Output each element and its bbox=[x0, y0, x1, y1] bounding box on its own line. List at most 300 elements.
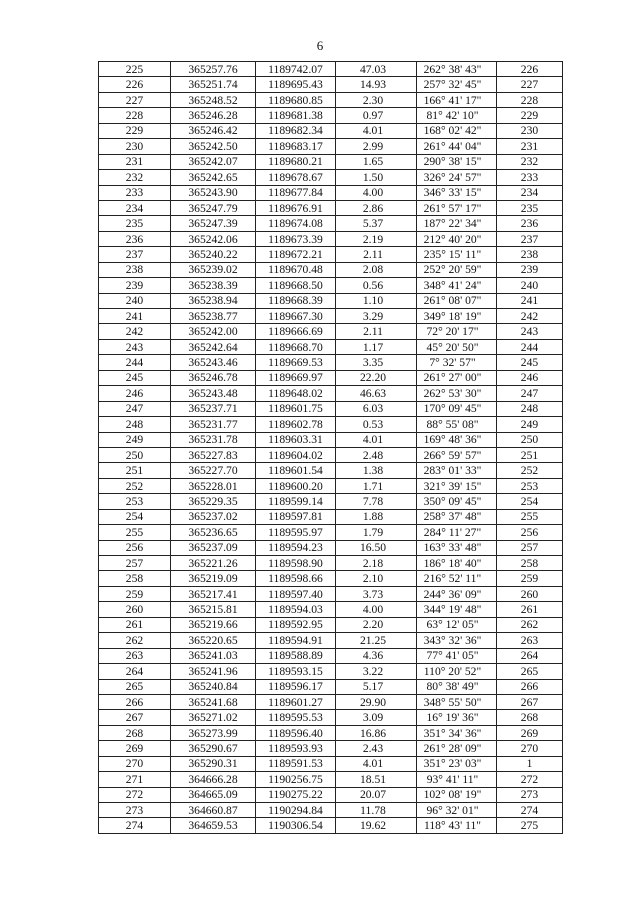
x-coordinate-cell: 365241.03 bbox=[171, 648, 256, 663]
point-number-cell: 241 bbox=[99, 309, 171, 324]
table-row bbox=[99, 509, 563, 524]
next-point-cell: 257 bbox=[497, 540, 563, 555]
x-coordinate-cell: 365243.46 bbox=[171, 355, 256, 370]
y-coordinate-cell: 1189604.02 bbox=[256, 447, 336, 462]
table-row bbox=[99, 525, 563, 540]
y-coordinate-cell: 1189596.40 bbox=[256, 725, 336, 740]
distance-cell: 0.53 bbox=[336, 417, 417, 432]
table-row bbox=[99, 123, 563, 138]
distance-cell: 3.73 bbox=[336, 586, 417, 601]
coordinates-table bbox=[98, 61, 563, 834]
bearing-cell: 351° 34' 36" bbox=[417, 725, 497, 740]
x-coordinate-cell: 365248.52 bbox=[171, 92, 256, 107]
table-row bbox=[99, 725, 563, 740]
point-number-cell: 234 bbox=[99, 200, 171, 215]
point-number-cell: 264 bbox=[99, 664, 171, 679]
x-coordinate-cell: 365217.41 bbox=[171, 586, 256, 601]
point-number-cell: 247 bbox=[99, 401, 171, 416]
x-coordinate-cell: 365237.09 bbox=[171, 540, 256, 555]
table-row bbox=[99, 139, 563, 154]
bearing-cell: 166° 41' 17" bbox=[417, 92, 497, 107]
table-row bbox=[99, 200, 563, 215]
point-number-cell: 272 bbox=[99, 787, 171, 802]
y-coordinate-cell: 1190256.75 bbox=[256, 772, 336, 787]
next-point-cell: 248 bbox=[497, 401, 563, 416]
bearing-cell: 261° 57' 17" bbox=[417, 200, 497, 215]
x-coordinate-cell: 365237.71 bbox=[171, 401, 256, 416]
next-point-cell: 236 bbox=[497, 216, 563, 231]
point-number-cell: 230 bbox=[99, 139, 171, 154]
table-row bbox=[99, 633, 563, 648]
distance-cell: 6.03 bbox=[336, 401, 417, 416]
next-point-cell: 234 bbox=[497, 185, 563, 200]
point-number-cell: 246 bbox=[99, 386, 171, 401]
point-number-cell: 252 bbox=[99, 478, 171, 493]
x-coordinate-cell: 365239.02 bbox=[171, 262, 256, 277]
table-row bbox=[99, 803, 563, 818]
bearing-cell: 80° 38' 49" bbox=[417, 679, 497, 694]
y-coordinate-cell: 1189682.34 bbox=[256, 123, 336, 138]
next-point-cell: 272 bbox=[497, 772, 563, 787]
y-coordinate-cell: 1189595.53 bbox=[256, 710, 336, 725]
page-number: 6 bbox=[316, 38, 324, 53]
y-coordinate-cell: 1189595.97 bbox=[256, 525, 336, 540]
distance-cell: 1.65 bbox=[336, 154, 417, 169]
y-coordinate-cell: 1189674.08 bbox=[256, 216, 336, 231]
distance-cell: 18.51 bbox=[336, 772, 417, 787]
x-coordinate-cell: 365247.79 bbox=[171, 200, 256, 215]
x-coordinate-cell: 365246.42 bbox=[171, 123, 256, 138]
table-row bbox=[99, 185, 563, 200]
y-coordinate-cell: 1189676.91 bbox=[256, 200, 336, 215]
table-row bbox=[99, 108, 563, 123]
bearing-cell: 348° 55' 50" bbox=[417, 694, 497, 709]
y-coordinate-cell: 1189598.66 bbox=[256, 571, 336, 586]
point-number-cell: 267 bbox=[99, 710, 171, 725]
bearing-cell: 88° 55' 08" bbox=[417, 417, 497, 432]
distance-cell: 20.07 bbox=[336, 787, 417, 802]
next-point-cell: 251 bbox=[497, 447, 563, 462]
point-number-cell: 235 bbox=[99, 216, 171, 231]
x-coordinate-cell: 365215.81 bbox=[171, 602, 256, 617]
table-row bbox=[99, 309, 563, 324]
y-coordinate-cell: 1189672.21 bbox=[256, 247, 336, 262]
y-coordinate-cell: 1189596.17 bbox=[256, 679, 336, 694]
y-coordinate-cell: 1189603.31 bbox=[256, 432, 336, 447]
x-coordinate-cell: 364666.28 bbox=[171, 772, 256, 787]
y-coordinate-cell: 1189591.53 bbox=[256, 756, 336, 771]
distance-cell: 16.50 bbox=[336, 540, 417, 555]
bearing-cell: 93° 41' 11" bbox=[417, 772, 497, 787]
point-number-cell: 245 bbox=[99, 370, 171, 385]
point-number-cell: 226 bbox=[99, 77, 171, 92]
y-coordinate-cell: 1189602.78 bbox=[256, 417, 336, 432]
y-coordinate-cell: 1189668.50 bbox=[256, 278, 336, 293]
point-number-cell: 229 bbox=[99, 123, 171, 138]
distance-cell: 1.50 bbox=[336, 170, 417, 185]
y-coordinate-cell: 1189667.30 bbox=[256, 309, 336, 324]
distance-cell: 22.20 bbox=[336, 370, 417, 385]
x-coordinate-cell: 365227.83 bbox=[171, 447, 256, 462]
point-number-cell: 255 bbox=[99, 525, 171, 540]
table-row bbox=[99, 262, 563, 277]
point-number-cell: 256 bbox=[99, 540, 171, 555]
bearing-cell: 212° 40' 20" bbox=[417, 231, 497, 246]
next-point-cell: 237 bbox=[497, 231, 563, 246]
next-point-cell: 247 bbox=[497, 386, 563, 401]
distance-cell: 2.11 bbox=[336, 324, 417, 339]
point-number-cell: 273 bbox=[99, 803, 171, 818]
point-number-cell: 250 bbox=[99, 447, 171, 462]
bearing-cell: 351° 23' 03" bbox=[417, 756, 497, 771]
point-number-cell: 228 bbox=[99, 108, 171, 123]
next-point-cell: 230 bbox=[497, 123, 563, 138]
point-number-cell: 253 bbox=[99, 494, 171, 509]
table-row bbox=[99, 216, 563, 231]
next-point-cell: 252 bbox=[497, 463, 563, 478]
distance-cell: 2.18 bbox=[336, 556, 417, 571]
point-number-cell: 239 bbox=[99, 278, 171, 293]
distance-cell: 4.00 bbox=[336, 602, 417, 617]
distance-cell: 16.86 bbox=[336, 725, 417, 740]
bearing-cell: 262° 53' 30" bbox=[417, 386, 497, 401]
x-coordinate-cell: 365237.02 bbox=[171, 509, 256, 524]
next-point-cell: 270 bbox=[497, 741, 563, 756]
next-point-cell: 273 bbox=[497, 787, 563, 802]
table-row bbox=[99, 278, 563, 293]
point-number-cell: 236 bbox=[99, 231, 171, 246]
next-point-cell: 259 bbox=[497, 571, 563, 586]
table-row bbox=[99, 231, 563, 246]
distance-cell: 21.25 bbox=[336, 633, 417, 648]
distance-cell: 1.79 bbox=[336, 525, 417, 540]
point-number-cell: 259 bbox=[99, 586, 171, 601]
bearing-cell: 344° 19' 48" bbox=[417, 602, 497, 617]
table-row bbox=[99, 787, 563, 802]
distance-cell: 1.88 bbox=[336, 509, 417, 524]
x-coordinate-cell: 365271.02 bbox=[171, 710, 256, 725]
x-coordinate-cell: 364660.87 bbox=[171, 803, 256, 818]
bearing-cell: 350° 09' 45" bbox=[417, 494, 497, 509]
table-row bbox=[99, 92, 563, 107]
bearing-cell: 102° 08' 19" bbox=[417, 787, 497, 802]
point-number-cell: 254 bbox=[99, 509, 171, 524]
point-number-cell: 232 bbox=[99, 170, 171, 185]
x-coordinate-cell: 365257.76 bbox=[171, 62, 256, 77]
bearing-cell: 343° 32' 36" bbox=[417, 633, 497, 648]
bearing-cell: 77° 41' 05" bbox=[417, 648, 497, 663]
point-number-cell: 274 bbox=[99, 818, 171, 833]
y-coordinate-cell: 1189601.54 bbox=[256, 463, 336, 478]
distance-cell: 2.19 bbox=[336, 231, 417, 246]
next-point-cell: 255 bbox=[497, 509, 563, 524]
x-coordinate-cell: 365238.77 bbox=[171, 309, 256, 324]
y-coordinate-cell: 1189669.53 bbox=[256, 355, 336, 370]
next-point-cell: 263 bbox=[497, 633, 563, 648]
bearing-cell: 348° 41' 24" bbox=[417, 278, 497, 293]
table-row bbox=[99, 664, 563, 679]
x-coordinate-cell: 365290.31 bbox=[171, 756, 256, 771]
next-point-cell: 254 bbox=[497, 494, 563, 509]
x-coordinate-cell: 365273.99 bbox=[171, 725, 256, 740]
x-coordinate-cell: 365241.68 bbox=[171, 694, 256, 709]
bearing-cell: 262° 38' 43" bbox=[417, 62, 497, 77]
next-point-cell: 231 bbox=[497, 139, 563, 154]
next-point-cell: 269 bbox=[497, 725, 563, 740]
next-point-cell: 258 bbox=[497, 556, 563, 571]
distance-cell: 11.78 bbox=[336, 803, 417, 818]
point-number-cell: 271 bbox=[99, 772, 171, 787]
distance-cell: 46.63 bbox=[336, 386, 417, 401]
next-point-cell: 275 bbox=[497, 818, 563, 833]
table-row bbox=[99, 401, 563, 416]
table-row bbox=[99, 586, 563, 601]
x-coordinate-cell: 365240.22 bbox=[171, 247, 256, 262]
next-point-cell: 267 bbox=[497, 694, 563, 709]
bearing-cell: 170° 09' 45" bbox=[417, 401, 497, 416]
y-coordinate-cell: 1189593.93 bbox=[256, 741, 336, 756]
table-row bbox=[99, 556, 563, 571]
bearing-cell: 326° 24' 57" bbox=[417, 170, 497, 185]
next-point-cell: 266 bbox=[497, 679, 563, 694]
bearing-cell: 252° 20' 59" bbox=[417, 262, 497, 277]
distance-cell: 4.01 bbox=[336, 756, 417, 771]
next-point-cell: 268 bbox=[497, 710, 563, 725]
next-point-cell: 253 bbox=[497, 478, 563, 493]
table-row bbox=[99, 293, 563, 308]
y-coordinate-cell: 1189592.95 bbox=[256, 617, 336, 632]
y-coordinate-cell: 1189598.90 bbox=[256, 556, 336, 571]
distance-cell: 2.30 bbox=[336, 92, 417, 107]
bearing-cell: 349° 18' 19" bbox=[417, 309, 497, 324]
distance-cell: 5.37 bbox=[336, 216, 417, 231]
point-number-cell: 227 bbox=[99, 92, 171, 107]
point-number-cell: 244 bbox=[99, 355, 171, 370]
distance-cell: 1.17 bbox=[336, 339, 417, 354]
distance-cell: 3.22 bbox=[336, 664, 417, 679]
table-row bbox=[99, 602, 563, 617]
bearing-cell: 187° 22' 34" bbox=[417, 216, 497, 231]
x-coordinate-cell: 365220.65 bbox=[171, 633, 256, 648]
x-coordinate-cell: 365231.77 bbox=[171, 417, 256, 432]
point-number-cell: 240 bbox=[99, 293, 171, 308]
y-coordinate-cell: 1189593.15 bbox=[256, 664, 336, 679]
distance-cell: 4.01 bbox=[336, 432, 417, 447]
bearing-cell: 16° 19' 36" bbox=[417, 710, 497, 725]
table-row bbox=[99, 370, 563, 385]
x-coordinate-cell: 364665.09 bbox=[171, 787, 256, 802]
y-coordinate-cell: 1189597.40 bbox=[256, 586, 336, 601]
y-coordinate-cell: 1189678.67 bbox=[256, 170, 336, 185]
distance-cell: 47.03 bbox=[336, 62, 417, 77]
point-number-cell: 249 bbox=[99, 432, 171, 447]
distance-cell: 0.97 bbox=[336, 108, 417, 123]
distance-cell: 2.11 bbox=[336, 247, 417, 262]
table-row bbox=[99, 772, 563, 787]
distance-cell: 1.10 bbox=[336, 293, 417, 308]
table-row bbox=[99, 247, 563, 262]
y-coordinate-cell: 1189681.38 bbox=[256, 108, 336, 123]
x-coordinate-cell: 365243.48 bbox=[171, 386, 256, 401]
x-coordinate-cell: 365231.78 bbox=[171, 432, 256, 447]
x-coordinate-cell: 365243.90 bbox=[171, 185, 256, 200]
table-row bbox=[99, 617, 563, 632]
x-coordinate-cell: 365236.65 bbox=[171, 525, 256, 540]
y-coordinate-cell: 1189673.39 bbox=[256, 231, 336, 246]
y-coordinate-cell: 1189680.21 bbox=[256, 154, 336, 169]
distance-cell: 1.71 bbox=[336, 478, 417, 493]
next-point-cell: 226 bbox=[497, 62, 563, 77]
next-point-cell: 274 bbox=[497, 803, 563, 818]
next-point-cell: 243 bbox=[497, 324, 563, 339]
x-coordinate-cell: 365241.96 bbox=[171, 664, 256, 679]
next-point-cell: 246 bbox=[497, 370, 563, 385]
next-point-cell: 233 bbox=[497, 170, 563, 185]
x-coordinate-cell: 365219.09 bbox=[171, 571, 256, 586]
y-coordinate-cell: 1189588.89 bbox=[256, 648, 336, 663]
point-number-cell: 268 bbox=[99, 725, 171, 740]
y-coordinate-cell: 1189594.03 bbox=[256, 602, 336, 617]
bearing-cell: 261° 08' 07" bbox=[417, 293, 497, 308]
next-point-cell: 240 bbox=[497, 278, 563, 293]
x-coordinate-cell: 365242.00 bbox=[171, 324, 256, 339]
point-number-cell: 269 bbox=[99, 741, 171, 756]
next-point-cell: 1 bbox=[497, 756, 563, 771]
y-coordinate-cell: 1189666.69 bbox=[256, 324, 336, 339]
point-number-cell: 261 bbox=[99, 617, 171, 632]
bearing-cell: 321° 39' 15" bbox=[417, 478, 497, 493]
point-number-cell: 251 bbox=[99, 463, 171, 478]
table-row bbox=[99, 386, 563, 401]
point-number-cell: 237 bbox=[99, 247, 171, 262]
distance-cell: 2.48 bbox=[336, 447, 417, 462]
y-coordinate-cell: 1189594.23 bbox=[256, 540, 336, 555]
table-row bbox=[99, 571, 563, 586]
distance-cell: 0.56 bbox=[336, 278, 417, 293]
distance-cell: 3.35 bbox=[336, 355, 417, 370]
bearing-cell: 163° 33' 48" bbox=[417, 540, 497, 555]
next-point-cell: 232 bbox=[497, 154, 563, 169]
bearing-cell: 346° 33' 15" bbox=[417, 185, 497, 200]
bearing-cell: 261° 28' 09" bbox=[417, 741, 497, 756]
table-row bbox=[99, 77, 563, 92]
point-number-cell: 238 bbox=[99, 262, 171, 277]
next-point-cell: 260 bbox=[497, 586, 563, 601]
next-point-cell: 245 bbox=[497, 355, 563, 370]
next-point-cell: 262 bbox=[497, 617, 563, 632]
next-point-cell: 235 bbox=[497, 200, 563, 215]
distance-cell: 7.78 bbox=[336, 494, 417, 509]
distance-cell: 3.09 bbox=[336, 710, 417, 725]
next-point-cell: 238 bbox=[497, 247, 563, 262]
table-row bbox=[99, 540, 563, 555]
next-point-cell: 244 bbox=[497, 339, 563, 354]
point-number-cell: 231 bbox=[99, 154, 171, 169]
distance-cell: 2.20 bbox=[336, 617, 417, 632]
point-number-cell: 262 bbox=[99, 633, 171, 648]
table-row bbox=[99, 447, 563, 462]
table-row bbox=[99, 339, 563, 354]
bearing-cell: 169° 48' 36" bbox=[417, 432, 497, 447]
bearing-cell: 186° 18' 40" bbox=[417, 556, 497, 571]
x-coordinate-cell: 365242.07 bbox=[171, 154, 256, 169]
next-point-cell: 239 bbox=[497, 262, 563, 277]
x-coordinate-cell: 365240.84 bbox=[171, 679, 256, 694]
distance-cell: 2.08 bbox=[336, 262, 417, 277]
next-point-cell: 229 bbox=[497, 108, 563, 123]
x-coordinate-cell: 365229.35 bbox=[171, 494, 256, 509]
x-coordinate-cell: 365228.01 bbox=[171, 478, 256, 493]
point-number-cell: 265 bbox=[99, 679, 171, 694]
next-point-cell: 242 bbox=[497, 309, 563, 324]
y-coordinate-cell: 1190294.84 bbox=[256, 803, 336, 818]
next-point-cell: 228 bbox=[497, 92, 563, 107]
point-number-cell: 248 bbox=[99, 417, 171, 432]
next-point-cell: 249 bbox=[497, 417, 563, 432]
x-coordinate-cell: 365242.06 bbox=[171, 231, 256, 246]
table-row bbox=[99, 62, 563, 77]
y-coordinate-cell: 1189670.48 bbox=[256, 262, 336, 277]
distance-cell: 5.17 bbox=[336, 679, 417, 694]
point-number-cell: 266 bbox=[99, 694, 171, 709]
bearing-cell: 290° 38' 15" bbox=[417, 154, 497, 169]
distance-cell: 1.38 bbox=[336, 463, 417, 478]
y-coordinate-cell: 1189600.20 bbox=[256, 478, 336, 493]
y-coordinate-cell: 1189668.39 bbox=[256, 293, 336, 308]
distance-cell: 2.10 bbox=[336, 571, 417, 586]
y-coordinate-cell: 1189677.84 bbox=[256, 185, 336, 200]
point-number-cell: 233 bbox=[99, 185, 171, 200]
distance-cell: 2.43 bbox=[336, 741, 417, 756]
bearing-cell: 45° 20' 50" bbox=[417, 339, 497, 354]
next-point-cell: 241 bbox=[497, 293, 563, 308]
x-coordinate-cell: 365242.50 bbox=[171, 139, 256, 154]
table-row bbox=[99, 648, 563, 663]
y-coordinate-cell: 1190275.22 bbox=[256, 787, 336, 802]
distance-cell: 3.29 bbox=[336, 309, 417, 324]
bearing-cell: 244° 36' 09" bbox=[417, 586, 497, 601]
table-row bbox=[99, 818, 563, 833]
y-coordinate-cell: 1189597.81 bbox=[256, 509, 336, 524]
distance-cell: 4.00 bbox=[336, 185, 417, 200]
bearing-cell: 216° 52' 11" bbox=[417, 571, 497, 586]
x-coordinate-cell: 365219.66 bbox=[171, 617, 256, 632]
next-point-cell: 256 bbox=[497, 525, 563, 540]
bearing-cell: 63° 12' 05" bbox=[417, 617, 497, 632]
table-row bbox=[99, 679, 563, 694]
bearing-cell: 258° 37' 48" bbox=[417, 509, 497, 524]
table-row bbox=[99, 170, 563, 185]
distance-cell: 4.01 bbox=[336, 123, 417, 138]
next-point-cell: 250 bbox=[497, 432, 563, 447]
table-row bbox=[99, 355, 563, 370]
distance-cell: 29.90 bbox=[336, 694, 417, 709]
point-number-cell: 270 bbox=[99, 756, 171, 771]
bearing-cell: 284° 11' 27" bbox=[417, 525, 497, 540]
table-row bbox=[99, 494, 563, 509]
x-coordinate-cell: 365221.26 bbox=[171, 556, 256, 571]
distance-cell: 14.93 bbox=[336, 77, 417, 92]
x-coordinate-cell: 365242.64 bbox=[171, 339, 256, 354]
next-point-cell: 264 bbox=[497, 648, 563, 663]
bearing-cell: 261° 27' 00" bbox=[417, 370, 497, 385]
bearing-cell: 266° 59' 57" bbox=[417, 447, 497, 462]
bearing-cell: 283° 01' 33" bbox=[417, 463, 497, 478]
table-row bbox=[99, 324, 563, 339]
bearing-cell: 81° 42' 10" bbox=[417, 108, 497, 123]
point-number-cell: 258 bbox=[99, 571, 171, 586]
y-coordinate-cell: 1190306.54 bbox=[256, 818, 336, 833]
